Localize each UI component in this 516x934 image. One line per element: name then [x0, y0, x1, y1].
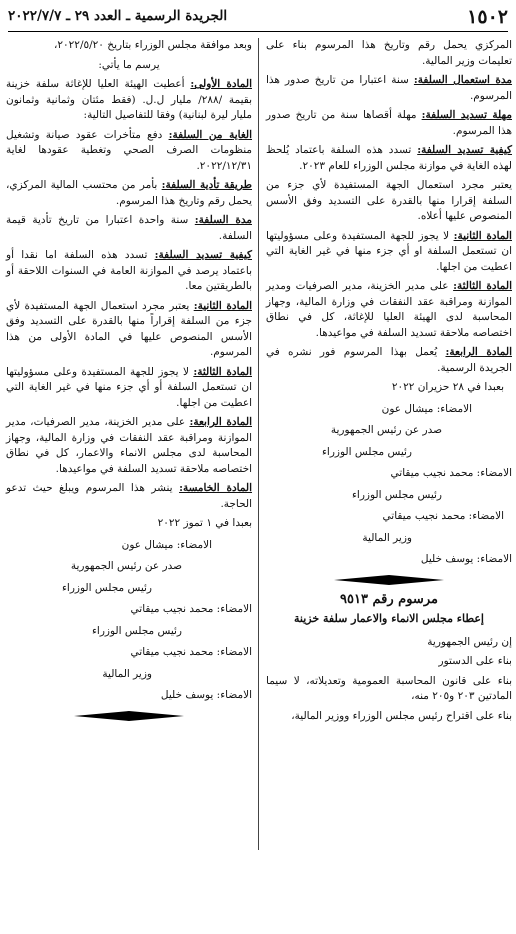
signature-line: صدر عن رئيس الجمهورية — [70, 560, 182, 572]
article-label: المادة الأولى: — [190, 78, 252, 90]
article-label: المادة الرابعة: — [445, 346, 512, 358]
article-text: يعتبر مجرد استعمال الجهة المستفيدة لأي جزء من السلفة إقراراً منها بالقدرة على التسديد وفق الأسس المنصوص عليها في المادة الأولى من هذا المرسوم. — [6, 299, 252, 358]
paragraph — [6, 178, 252, 209]
signature-line: الامضاء: محمد نجيب ميقاتي — [390, 467, 512, 479]
paragraph: يعتبر مجرد استعمال الجهة المستفيدة لأي جزء من السلفة إقرارا منها بالقدرة على التسديد وفق الأسس المنصوص عليها أعلاه. — [266, 179, 512, 222]
article-text: لا يجوز للجهة المستفيدة وعلى مسؤوليتها ان تستعمل السلفة او أي جزء منها في غير الغاية التي اعطيت من اجلها. — [266, 229, 512, 273]
paragraph — [6, 248, 252, 295]
article-label: المادة الرابعة: — [189, 416, 252, 428]
article-text: ينشر هذا المرسوم ويبلغ حيث تدعو الحاجة. — [6, 482, 252, 510]
signature-line: رئيس مجلس الوزراء — [321, 445, 412, 458]
article — [6, 481, 252, 512]
clause-text: مهلة أقصاها سنة من تاريخ صدور هذا المرسوم. — [266, 109, 512, 137]
paragraph: وبعد موافقة مجلس الوزراء بتاريخ ٢٠٢٢/٥/٢٠، — [54, 39, 252, 51]
article — [6, 365, 252, 412]
paragraph — [6, 128, 252, 175]
article-text: على مدير الخزينة، مدير الصرفيات، مدير الموازنة ومراقبة عقد النفقات في وزارة المالية، وجهاز المحاسبة لدى مجلس الانماء والاعمار، كل في نطاق اختصاصه ملاحقة تسديد السلفة في مواعيدها. — [6, 416, 252, 475]
clause-text: تسدد هذه السلفة اما نقدا أو باعتماد يرصد في الموازنة العامة في السنوات اللاحقة أو بالطريقتين معا. — [6, 249, 252, 292]
article — [6, 77, 252, 124]
section-separator — [6, 710, 252, 722]
signature-line: الامضاء: محمد نجيب ميقاتي — [130, 646, 252, 658]
signature-line: الامضاء: يوسف خليل — [160, 689, 252, 701]
article — [266, 279, 512, 341]
clause-label: طريقة تأدية السلفة: — [161, 179, 253, 191]
page-number: ١٥٠٢ — [467, 6, 508, 28]
clause-label: مهلة تسديد السلفة: — [421, 109, 512, 121]
article-text: يُعمل بهذا المرسوم فور نشره في الجريدة الرسمية. — [266, 346, 512, 374]
article — [266, 345, 512, 376]
paragraph — [6, 213, 252, 244]
signature-line: الامضاء: ميشال عون — [121, 538, 212, 551]
signature-line: وزير المالية — [362, 531, 412, 544]
paragraph: يرسم ما يأتي: — [98, 58, 160, 71]
right-column — [266, 38, 512, 728]
clause-label: مدة استعمال السلفة: — [413, 74, 513, 86]
paragraph: المركزي يحمل رقم وتاريخ هذا المرسوم بناء على تعليمات وزير المالية. — [266, 39, 512, 67]
clause-text: دفع متأخرات عقود صيانة وتشغيل منظومات الصرف الصحي وتغطية عقودها لغاية ٢٠٢٢/١٢/٣١. — [6, 128, 252, 172]
paragraph: بناء على قانون المحاسبة العمومية وتعديلاته، لا سيما المادتين ٢٠٣ و٢٠٥ منه، — [266, 674, 512, 702]
article-text: لا يجوز للجهة المستفيدة وعلى مسؤوليتها ان تستعمل السلفة أو أي جزء منها في غير الغاية التي اعطيت من اجلها. — [6, 365, 252, 409]
signature-line: الامضاء: يوسف خليل — [420, 553, 512, 565]
article-label: المادة الثانية: — [453, 229, 512, 242]
article-label: المادة الثالثة: — [453, 280, 512, 292]
paragraph — [266, 73, 512, 104]
signature-line: صدر عن رئيس الجمهورية — [330, 424, 442, 436]
clause-text: بأمر من محتسب المالية المركزي، يحمل رقم وتاريخ هذا المرسوم. — [6, 179, 252, 207]
paragraph: بناء على اقتراح رئيس مجلس الوزراء ووزير المالية، — [291, 709, 512, 722]
article-text: على مدير الخزينة، مدير الصرفيات ومدير الموازنة ومراقبة عقد النفقات في وزارة المالية، وجهاز المحاسبة لدى الهيئة العليا للإغاثة، كل في نطاق اختصاصه ملاحقة تسديد السلفة في مواعيدها. — [266, 280, 512, 339]
article — [266, 229, 512, 276]
paragraph: إن رئيس الجمهورية — [427, 635, 512, 648]
paragraph — [266, 108, 512, 139]
clause-label: كيفية تسديد السلفة: — [154, 249, 253, 261]
article-text: أعطيت الهيئة العليا للإغاثة سلفة خزينة بقيمة /٢٨٨/ مليار ل.ل. (فقط مئتان وثمانية وثمانون مليار ليرة لبنانية) وفقا للتفاصيل التالية: — [6, 78, 252, 121]
article-label: المادة الثانية: — [193, 299, 252, 312]
left-column — [6, 38, 252, 728]
page-header — [8, 6, 508, 30]
signature-line: الامضاء: محمد نجيب ميقاتي — [130, 603, 252, 615]
clause-label: الغاية من السلفة: — [168, 128, 253, 141]
header-rule — [8, 31, 508, 32]
section-separator — [266, 574, 512, 586]
signature-line: وزير المالية — [102, 667, 152, 680]
article — [6, 299, 252, 361]
clause-text: سنة اعتبارا من تاريخ صدور هذا المرسوم. — [266, 74, 512, 102]
clause-label: مدة السلفة: — [194, 214, 252, 226]
signature-line: رئيس مجلس الوزراء — [61, 581, 152, 594]
signature-line: رئيس مجلس الوزراء — [351, 488, 442, 501]
paragraph: بناء على الدستور — [438, 655, 512, 667]
decree-subtitle: إعطاء مجلس الانماء والاعمار سلفة خزينة — [294, 612, 484, 625]
article-label: المادة الثالثة: — [193, 365, 252, 378]
clause-text: سنة واحدة اعتبارا من تاريخ تأدية قيمة السلفة. — [6, 214, 252, 242]
article-label: المادة الخامسة: — [179, 482, 253, 494]
gazette-title: الجريدة الرسمية ـ العدد ٢٩ ـ ٢٠٢٢/٧/٧ — [8, 8, 228, 24]
clause-label: كيفية تسديد السلفة: — [417, 144, 512, 156]
signature-line: الامضاء: محمد نجيب ميقاتي — [382, 510, 504, 522]
paragraph — [266, 143, 512, 174]
issue-date: بعبدا في ١ تموز ٢٠٢٢ — [157, 517, 252, 529]
signature-line: الامضاء: ميشال عون — [381, 402, 472, 415]
signature-line: رئيس مجلس الوزراء — [91, 624, 182, 637]
article — [6, 415, 252, 477]
issue-date: بعبدا في ٢٨ حزيران ٢٠٢٢ — [391, 381, 504, 393]
column-divider — [258, 38, 259, 850]
clause-text: تسدد هذه السلفة باعتماد يُلحظ لهذه الغاية في موازنة مجلس الوزراء للعام ٢٠٢٣. — [266, 144, 512, 172]
decree-title: مرسوم رقم ٩٥١٣ — [340, 591, 438, 607]
